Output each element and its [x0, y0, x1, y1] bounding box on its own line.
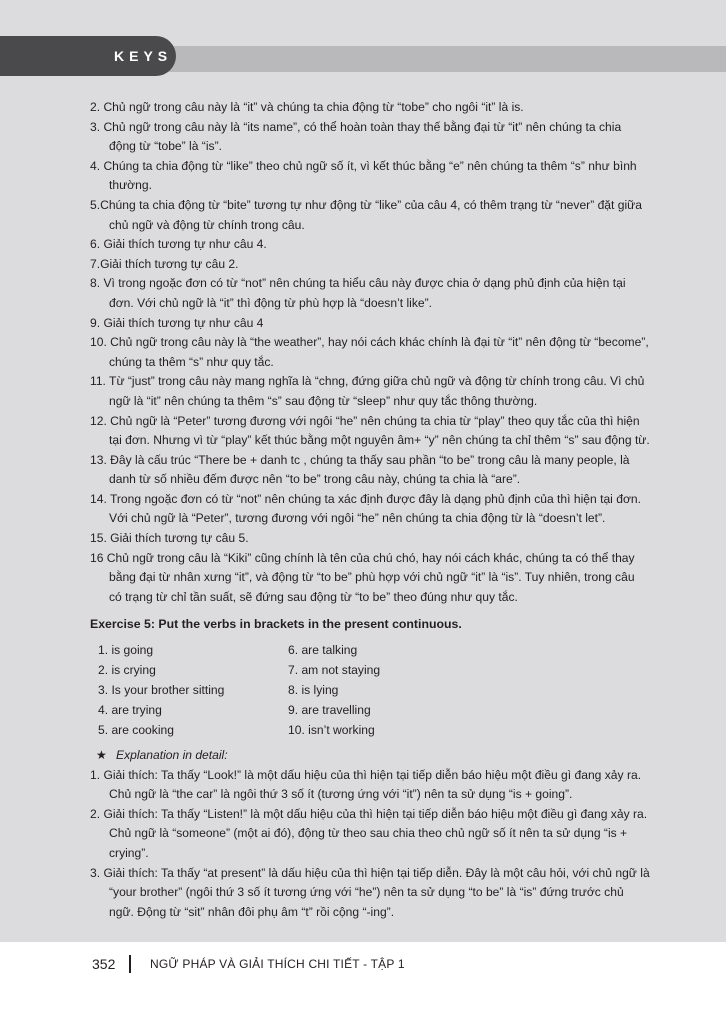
- answer-item: 9. are travelling: [288, 703, 371, 718]
- list-item: 8. Vì trong ngoặc đơn có từ “not” nên chúng ta hiểu câu này được chia ở dạng phủ định của hiện tại đơn. Với chủ ngữ là “it” thì động từ phù hợp là “doesn’t like”.: [90, 276, 626, 310]
- list-item: 13. Đây là cấu trúc “There be + danh tc , chúng ta thấy sau phần “to be” trong câu là many people, là danh từ số nhiều đếm được nên “to be” trong câu này, chúng ta chia là “are”.: [90, 452, 630, 487]
- list-item: 4. Chúng ta chia động từ “like” theo chủ ngữ số ít, vì kết thúc bằng “e” nên chúng ta thêm “s” như bình thường.: [90, 158, 637, 193]
- list-item: 16 Chủ ngữ trong câu là “Kiki” cũng chính là tên của chú chó, hay nói cách khác, chúng ta có thể thay bằng đại từ nhân xưng “it”, và động từ “to be” phù hợp với chủ ngữ “it” là “is”. Tuy nhiên, trong câu có trạng từ chỉ tần suất, sẽ đứng sau động từ “to be” theo đúng như quy tắc.: [90, 550, 635, 604]
- answer-item: 8. is lying: [288, 683, 339, 698]
- list-item: 5.Chúng ta chia động từ “bite” tương tự như động từ “like” của câu 4, có thêm trạng từ “never” đặt giữa chủ ngữ và động từ chính trong câu.: [90, 197, 642, 232]
- explanation-list: [90, 766, 650, 923]
- book-title: NGỮ PHÁP VÀ GIẢI THÍCH CHI TIẾT - TẬP 1: [150, 957, 405, 971]
- answer-explanations: [90, 98, 650, 607]
- star-icon: ★: [96, 748, 107, 763]
- list-item: 7.Giải thích tương tự câu 2.: [90, 256, 239, 271]
- footer-divider: [129, 955, 131, 973]
- list-item: 1. Giải thích: Ta thấy “Look!” là một dấu hiệu của thì hiện tại tiếp diễn báo hiệu một điều gì đang xảy ra. Chủ ngữ là “the car” là ngôi thứ 3 số ít (tương ứng với “it”) nên ta sử dụng “is + going”.: [90, 767, 642, 802]
- list-item: 3. Chủ ngữ trong câu này là “its name”, có thể hoàn toàn thay thế bằng đại từ “it” nên chúng ta chia động từ “tobe” là “is”.: [90, 119, 622, 154]
- header-band: [150, 46, 726, 72]
- answer-item: 2. is crying: [98, 663, 156, 678]
- explanation-heading-text: Explanation in detail:: [116, 748, 228, 763]
- list-item: 12. Chủ ngữ là “Peter” tương đương với ngôi “he” nên chúng ta chia từ “play” theo quy tắc của thì hiện tại đơn. Nhưng vì từ “play” kết thúc bằng một nguyên âm+ “y” nên chúng ta chỉ thêm “s” sau động từ.: [90, 413, 650, 448]
- answer-item: 1. is going: [98, 643, 154, 658]
- answer-item: 5. are cooking: [98, 723, 174, 738]
- list-item: 11. Từ “just” trong câu này mang nghĩa là “chng, đứng giữa chủ ngữ và động từ chính trong câu. Vì chủ ngữ là “it” nên chúng ta thêm “s” sau động từ “sleep” như quy tắc thông thường.: [90, 374, 645, 408]
- list-item: 3. Giải thích: Ta thấy “at present” là dấu hiệu của thì hiện tại tiếp diễn. Đây là một câu hỏi, với chủ ngữ là “your brother” (ngôi thứ 3 số ít tương ứng với “he”) nên ta sử dụng “to be” là “is” đứng trước chủ ngữ. Động từ “sit” nhân đôi phụ âm “t” rồi cộng “-ing”.: [90, 865, 650, 919]
- content: [90, 98, 650, 922]
- list-item: 10. Chủ ngữ trong câu này là “the weather”, hay nói cách khác chính là đại từ “it” nên động từ “become”, chúng ta thêm “s” như quy tắc.: [90, 335, 649, 369]
- section-header: [0, 36, 176, 76]
- list-item: 2. Giải thích: Ta thấy “Listen!” là một dấu hiệu của thì hiện tại tiếp diễn báo hiệu một điều gì đang xảy ra. Chủ ngữ là “someone” (một ai đó), động từ theo sau chia theo chủ ngữ số ít nên ta sử dụng “is + crying”.: [90, 806, 648, 860]
- page-number: 352: [92, 956, 116, 972]
- exercise-title: Exercise 5: Put the verbs in brackets in the present continuous.: [90, 617, 462, 632]
- answer-item: 4. are trying: [98, 703, 162, 718]
- list-item: 9. Giải thích tương tự như câu 4: [90, 315, 264, 330]
- list-item: 15. Giải thích tương tự câu 5.: [90, 531, 249, 546]
- list-item: 6. Giải thích tương tự như câu 4.: [90, 237, 267, 252]
- page-footer: [0, 942, 726, 1017]
- list-item: 2. Chủ ngữ trong câu này là “it” và chúng ta chia động từ “tobe” cho ngôi “it” là is.: [90, 100, 524, 114]
- section-title: KEYS: [114, 48, 173, 64]
- list-item: 14. Trong ngoặc đơn có từ “not” nên chúng ta xác định được đây là dạng phủ định của thì hiện tại đơn. Với chủ ngữ là “Peter”, tương đương với ngôi “he” nên chúng ta chia động từ là “doesn’t let”.: [90, 491, 641, 526]
- answer-item: 10. isn’t working: [288, 723, 375, 738]
- answer-grid: [90, 640, 650, 740]
- answer-item: 3. Is your brother sitting: [98, 683, 225, 698]
- explanation-heading: [90, 746, 650, 766]
- answer-item: 7. am not staying: [288, 663, 381, 678]
- answer-item: 6. are talking: [288, 643, 358, 658]
